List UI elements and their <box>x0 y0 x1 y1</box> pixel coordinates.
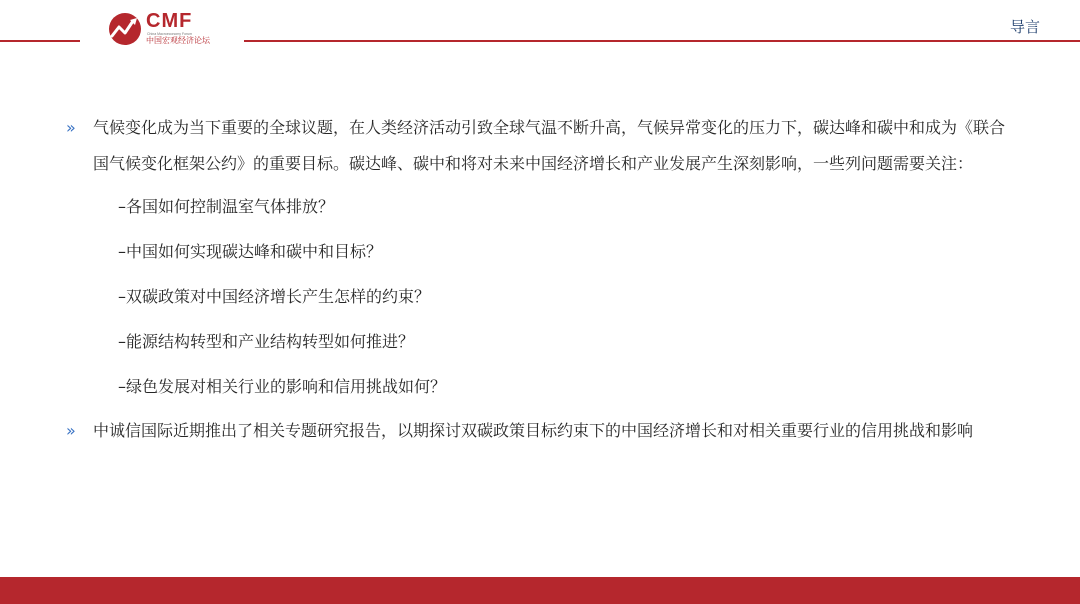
slide-content <box>66 110 1016 449</box>
sub-item: –中国如何实现碳达峰和碳中和目标？ <box>118 242 383 261</box>
header-rule-right <box>244 40 1080 42</box>
sub-list <box>66 184 1016 409</box>
header-rule-left <box>0 40 80 42</box>
logo-subtitle: China Macroeconomy Forum <box>147 32 193 36</box>
bullet-item <box>66 413 1016 449</box>
footer-band <box>0 577 1080 604</box>
cmf-logo-icon <box>108 12 142 46</box>
slide-header <box>0 0 1080 60</box>
sub-item: –能源结构转型和产业结构转型如何推进？ <box>118 332 415 351</box>
section-label: 导言 <box>1009 18 1040 36</box>
cmf-logo <box>108 10 228 48</box>
sub-item: –双碳政策对中国经济增长产生怎样的约束？ <box>118 287 431 306</box>
bullet-text: 中诚信国际近期推出了相关专题研究报告，以期探讨双碳政策目标约束下的中国经济增长和对相关重要行业的信用挑战和影响 <box>93 421 974 440</box>
bullet-text: 气候变化成为当下重要的全球议题，在人类经济活动引致全球气温不断升高，气候异常变化的压力下，碳达峰和碳中和成为《联合国气候变化框架公约》的重要目标。碳达峰、碳中和将对未来中国经济增长和产业发展产生深刻影响，一些列问题需要关注： <box>93 118 1006 173</box>
bullet-marker-icon: » <box>66 118 76 137</box>
bullet-marker-icon: » <box>66 421 76 440</box>
sub-item: –各国如何控制温室气体排放？ <box>118 197 335 216</box>
bullet-item <box>66 110 1016 182</box>
sub-item: –绿色发展对相关行业的影响和信用挑战如何？ <box>118 377 447 396</box>
logo-title: CMF <box>146 10 193 32</box>
logo-chinese-name: 中国宏观经济论坛 <box>146 36 210 45</box>
